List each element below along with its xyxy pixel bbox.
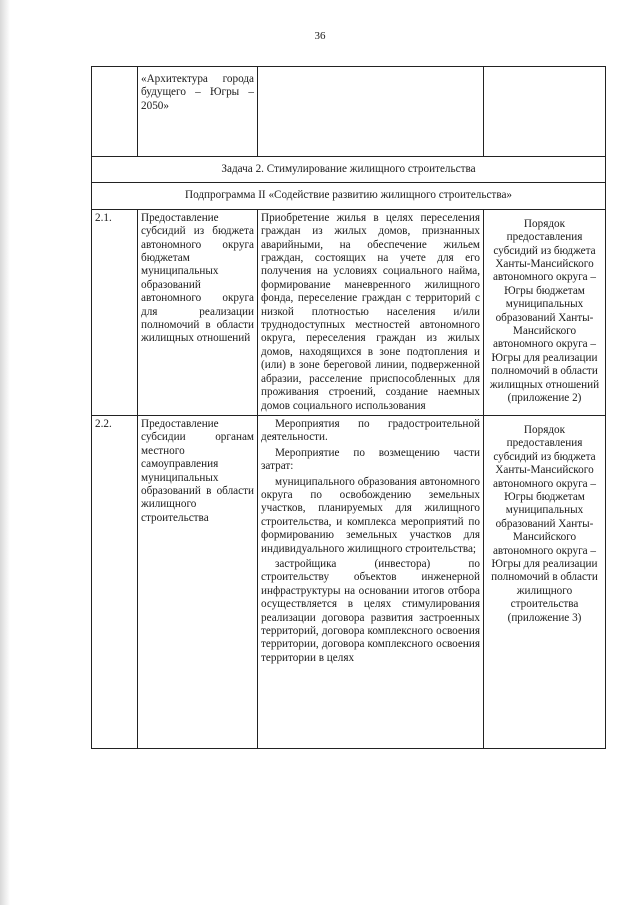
cell-description-empty	[258, 67, 484, 157]
row-basis: Порядок предоставления субсидий из бюджета Ханты-Мансийского автономного округа – Югры бюджетам муниципальных образований Ханты-Мансийского автономного округа – Югры для реализации полномочий в области жилищного строительства (приложение 3)	[484, 415, 606, 748]
description-paragraph: муниципального образования автономного округа по освобождению земельных участков, планируемых для жилищного строительства, и комплекса мероприятий по формированию земельных участков для индивидуального жилищного строительства;	[261, 475, 480, 555]
table-row	[92, 209, 606, 415]
task-title: Задача 2. Стимулирование жилищного строительства	[92, 157, 606, 183]
row-description: Приобретение жилья в целях переселения граждан из жилых домов, признанных аварийными, на обеспечение жильем граждан, состоящих на учете для его получения на условиях социального найма, формирование маневренного жилищного фонда, переселение граждан с территорий с низкой плотностью населения и/или труднодоступных местностей автономного округа, переселения граждан из жилых домов, находящихся в зоне подтопления и (или) в зоне береговой линии, подверженной абразии, расселение приспособленных для проживания строений, создание наемных домов социального использования	[258, 209, 484, 415]
row-number: 2.2.	[92, 415, 138, 748]
row-name: Предоставление субсидий из бюджета автономного округа бюджетам муниципальных образований автономного округа для реализации полномочий в области жилищных отношений	[138, 209, 258, 415]
cell-num-empty	[92, 67, 138, 157]
table-row	[92, 157, 606, 183]
row-name: Предоставление субсидии органам местного самоуправления муниципальных образований в области жилищного строительства	[138, 415, 258, 748]
page-number: 36	[314, 30, 326, 42]
table-row	[92, 67, 606, 157]
row-number: 2.1.	[92, 209, 138, 415]
subprogram-title: Подпрограмма II «Содействие развитию жилищного строительства»	[92, 183, 606, 209]
description-paragraph: застройщика (инвестора) по строительству объектов инженерной инфраструктуры на основании итогов отбора осуществляется в целях стимулирования реализации договора развития застроенных территорий, договора комплексного освоения территории, договора комплексного освоения территории в целях	[261, 557, 480, 664]
row-basis: Порядок предоставления субсидий из бюджета Ханты-Мансийского автономного округа – Югры бюджетам муниципальных образований Ханты-Мансийского автономного округа – Югры для реализации полномочий в области жилищных отношений (приложение 2)	[484, 209, 606, 415]
cell-basis-empty	[484, 67, 606, 157]
description-paragraph: Мероприятия по градостроительной деятельности.	[261, 417, 480, 444]
table-row	[92, 415, 606, 748]
description-paragraph: Мероприятие по возмещению части затрат:	[261, 446, 480, 473]
program-table	[91, 66, 606, 749]
cell-name-top: «Архитектура города будущего – Югры – 2050»	[138, 67, 258, 157]
scan-edge-shadow	[0, 0, 10, 905]
table-row	[92, 183, 606, 209]
row-description	[258, 415, 484, 748]
